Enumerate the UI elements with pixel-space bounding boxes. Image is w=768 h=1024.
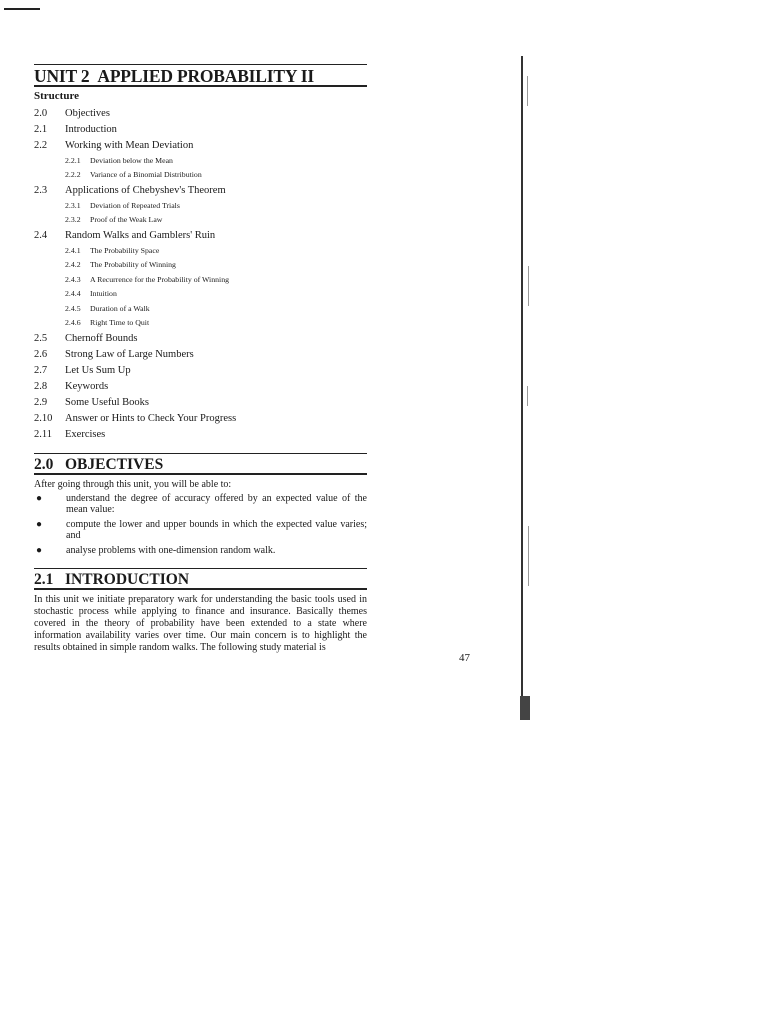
objectives-number: 2.0 bbox=[34, 456, 54, 473]
toc-item bbox=[34, 362, 367, 378]
document-page bbox=[34, 64, 367, 654]
toc-item-label: Strong Law of Large Numbers bbox=[65, 348, 194, 360]
bullet-dot-icon: ● bbox=[36, 493, 43, 504]
toc-item-number: 2.4.3 bbox=[65, 274, 81, 284]
toc-item bbox=[34, 394, 367, 410]
binding-line bbox=[521, 56, 523, 720]
toc-item-number: 2.3.1 bbox=[65, 200, 81, 210]
toc-item bbox=[34, 301, 367, 316]
toc-item bbox=[34, 168, 367, 183]
table-of-contents bbox=[34, 105, 367, 442]
toc-item-label: A Recurrence for the Probability of Winning bbox=[90, 274, 229, 284]
toc-item-number: 2.5 bbox=[34, 332, 48, 344]
objectives-bottom-rule bbox=[34, 473, 367, 475]
toc-item bbox=[34, 346, 367, 362]
toc-item-label: Exercises bbox=[65, 428, 106, 440]
objective-bullet bbox=[34, 546, 367, 557]
bullet-dot-icon: ● bbox=[36, 545, 43, 556]
scan-speck bbox=[528, 526, 529, 586]
unit-label: UNIT 2 bbox=[34, 66, 90, 86]
toc-item-label: The Probability of Winning bbox=[90, 260, 176, 270]
objectives-intro: After going through this unit, you will be able to: bbox=[34, 479, 232, 490]
introduction-bottom-rule bbox=[34, 588, 367, 590]
toc-item-number: 2.11 bbox=[34, 428, 52, 440]
bullet-dot-icon: ● bbox=[36, 519, 43, 530]
objective-text: understand the degree of accuracy offered by an expected value of the mean value: bbox=[66, 493, 367, 515]
toc-item-number: 2.0 bbox=[34, 107, 48, 119]
toc-item bbox=[34, 182, 367, 198]
introduction-heading bbox=[34, 569, 367, 588]
objective-bullet bbox=[34, 494, 367, 515]
introduction-paragraph: In this unit we initiate preparatory wark for understanding the basic tools used in stochastic process while applying to finance and insurance. Basically themes covered in the theory of probability have been extended to a state where information availability varies over time. Our main concern is to highlight the results obtained in simple random walks. The following study material is bbox=[34, 593, 367, 653]
toc-item-label: Variance of a Binomial Distribution bbox=[90, 170, 202, 180]
toc-item bbox=[34, 258, 367, 273]
toc-item-label: Some Useful Books bbox=[65, 396, 149, 408]
toc-item-number: 2.10 bbox=[34, 412, 53, 424]
toc-item bbox=[34, 137, 367, 153]
toc-item bbox=[34, 426, 367, 442]
toc-item-number: 2.4 bbox=[34, 229, 48, 241]
toc-item-label: Applications of Chebyshev's Theorem bbox=[65, 184, 226, 196]
toc-item-label: Answer or Hints to Check Your Progress bbox=[65, 412, 237, 424]
scan-speck bbox=[527, 76, 528, 106]
unit-title-text: APPLIED PROBABILITY II bbox=[97, 66, 315, 86]
toc-item-label: The Probability Space bbox=[90, 245, 160, 255]
objective-bullet bbox=[34, 520, 367, 541]
toc-item-number: 2.4.1 bbox=[65, 245, 81, 255]
toc-item-label: Intuition bbox=[90, 289, 117, 299]
toc-item-number: 2.9 bbox=[34, 396, 48, 408]
toc-item bbox=[34, 378, 367, 394]
objectives-list bbox=[34, 494, 367, 557]
toc-item bbox=[34, 198, 367, 213]
toc-item bbox=[34, 213, 367, 228]
toc-item-number: 2.4.2 bbox=[65, 260, 81, 270]
objectives-title: OBJECTIVES bbox=[65, 456, 164, 473]
toc-item bbox=[34, 316, 367, 331]
toc-item-label: Let Us Sum Up bbox=[65, 364, 131, 376]
scan-speck bbox=[527, 386, 528, 406]
toc-item-label: Proof of the Weak Law bbox=[90, 215, 163, 225]
toc-item bbox=[34, 330, 367, 346]
toc-item-number: 2.3 bbox=[34, 184, 48, 196]
toc-item-label: Right Time to Quit bbox=[90, 318, 150, 328]
scan-corner-mark bbox=[4, 8, 40, 10]
objective-text: compute the lower and upper bounds in which the expected value varies; and bbox=[66, 519, 367, 541]
toc-item-label: Deviation below the Mean bbox=[90, 155, 173, 165]
toc-item-label: Deviation of Repeated Trials bbox=[90, 200, 180, 210]
toc-item-number: 2.2 bbox=[34, 139, 48, 151]
toc-item-label: Keywords bbox=[65, 380, 109, 392]
introduction-number: 2.1 bbox=[34, 570, 54, 588]
introduction-section bbox=[34, 568, 367, 654]
toc-item-label: Chernoff Bounds bbox=[65, 332, 138, 344]
toc-item-label: Random Walks and Gamblers' Ruin bbox=[65, 229, 216, 241]
toc-item bbox=[34, 121, 367, 137]
toc-item bbox=[34, 243, 367, 258]
structure-heading: Structure bbox=[34, 90, 80, 102]
toc-item-number: 2.7 bbox=[34, 364, 48, 376]
toc-item bbox=[34, 410, 367, 426]
objectives-section bbox=[34, 453, 367, 557]
binding-foot bbox=[520, 696, 530, 720]
toc-item-label: Objectives bbox=[65, 107, 110, 119]
objectives-heading bbox=[34, 454, 367, 473]
toc-item-number: 2.2.1 bbox=[65, 155, 81, 165]
toc-item-number: 2.4.6 bbox=[65, 318, 81, 328]
introduction-title: INTRODUCTION bbox=[65, 570, 190, 588]
toc-item bbox=[34, 272, 367, 287]
scan-speck bbox=[528, 266, 529, 306]
page-number: 47 bbox=[459, 652, 470, 664]
toc-item bbox=[34, 227, 367, 243]
toc-item-number: 2.8 bbox=[34, 380, 48, 392]
toc-item bbox=[34, 287, 367, 302]
toc-item-number: 2.1 bbox=[34, 123, 48, 135]
toc-item-number: 2.2.2 bbox=[65, 170, 81, 180]
toc-item-label: Working with Mean Deviation bbox=[65, 139, 194, 151]
toc-item-number: 2.4.5 bbox=[65, 303, 81, 313]
toc-item-number: 2.4.4 bbox=[65, 289, 81, 299]
toc-item-label: Introduction bbox=[65, 123, 117, 135]
toc-item bbox=[34, 105, 367, 121]
toc-item-number: 2.3.2 bbox=[65, 215, 81, 225]
objective-text: analyse problems with one-dimension random walk. bbox=[66, 545, 276, 556]
scan-binding-edge bbox=[515, 56, 533, 720]
unit-title bbox=[34, 65, 367, 85]
toc-item-label: Duration of a Walk bbox=[90, 303, 150, 313]
toc-item-number: 2.6 bbox=[34, 348, 48, 360]
toc-item bbox=[34, 153, 367, 168]
